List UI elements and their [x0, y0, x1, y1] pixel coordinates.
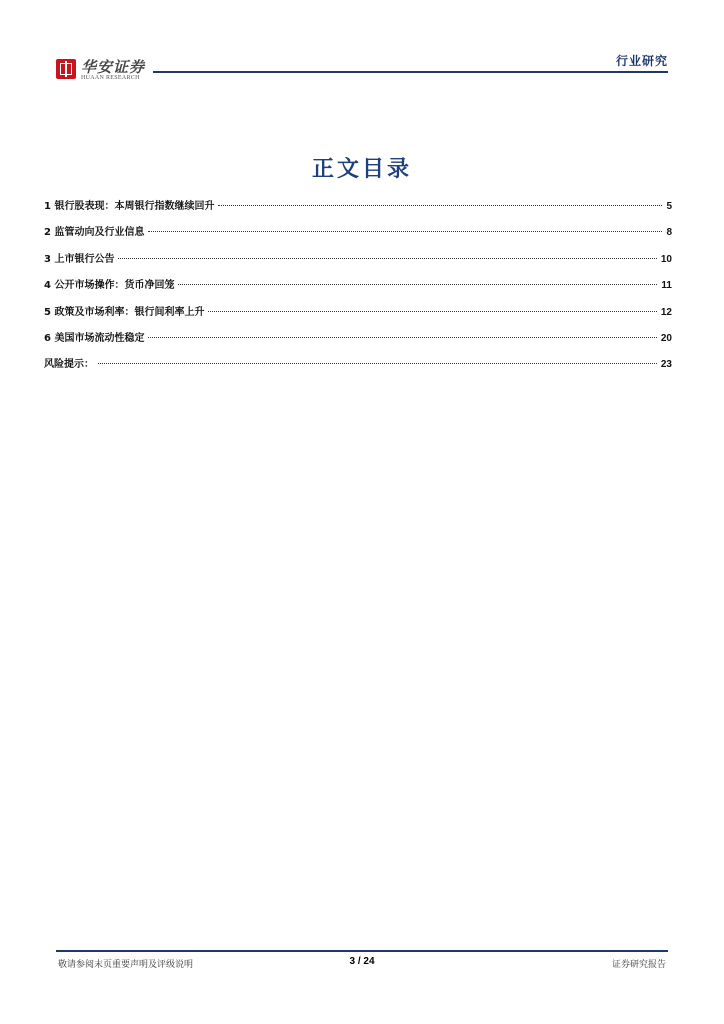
page-header	[56, 52, 668, 82]
section-label: 行业研究	[615, 54, 668, 68]
page-number: 3 / 24	[349, 956, 375, 967]
toc-entry-page: 12	[660, 306, 672, 318]
toc-dot-leader	[148, 231, 662, 232]
toc-entry[interactable]	[44, 303, 672, 329]
page-footer	[56, 950, 668, 974]
toc-entry[interactable]	[44, 197, 672, 223]
toc-entry[interactable]	[44, 276, 672, 302]
toc-dot-leader	[218, 205, 662, 206]
logo-text-en: HUAAN RESEARCH	[81, 75, 140, 81]
toc-dot-leader	[148, 337, 656, 338]
toc-entry-page: 11	[661, 280, 672, 292]
footer-disclaimer: 敬请参阅末页重要声明及评级说明	[58, 960, 194, 970]
toc-entry-label: 4 公开市场操作：货币净回笼	[44, 280, 175, 292]
toc-entry-page: 5	[666, 201, 672, 212]
toc-entry-label: 3 上市银行公告	[44, 253, 115, 265]
toc-entry[interactable]	[44, 223, 672, 249]
logo-text-cn: 华安证券	[81, 58, 146, 76]
toc-dot-leader	[118, 258, 656, 259]
toc-entry-label: 2 监管动向及行业信息	[44, 227, 145, 239]
toc-entry[interactable]	[44, 355, 672, 381]
toc-entry-label: 1 银行股表现：本周银行指数继续回升	[44, 201, 215, 212]
toc-entry-label: 6 美国市场流动性稳定	[44, 332, 145, 344]
toc-dot-leader	[208, 311, 656, 312]
toc-entry-label: 风险提示：	[44, 359, 94, 371]
table-of-contents	[44, 197, 672, 382]
toc-entry-page: 10	[660, 253, 672, 265]
toc-entry[interactable]	[44, 250, 672, 276]
toc-entry[interactable]	[44, 329, 672, 355]
logo-seal-icon	[56, 59, 76, 79]
toc-entry-page: 20	[660, 332, 672, 344]
toc-entry-label: 5 政策及市场利率：银行间利率上升	[44, 306, 205, 318]
header-divider	[153, 71, 668, 73]
company-logo	[56, 56, 166, 84]
footer-report-type: 证券研究报告	[611, 960, 666, 970]
footer-divider	[56, 950, 668, 952]
toc-dot-leader	[178, 284, 657, 285]
toc-dot-leader	[98, 363, 657, 364]
toc-entry-page: 8	[666, 227, 672, 239]
toc-title: 正文目录	[311, 156, 412, 182]
toc-entry-page: 23	[660, 359, 672, 371]
